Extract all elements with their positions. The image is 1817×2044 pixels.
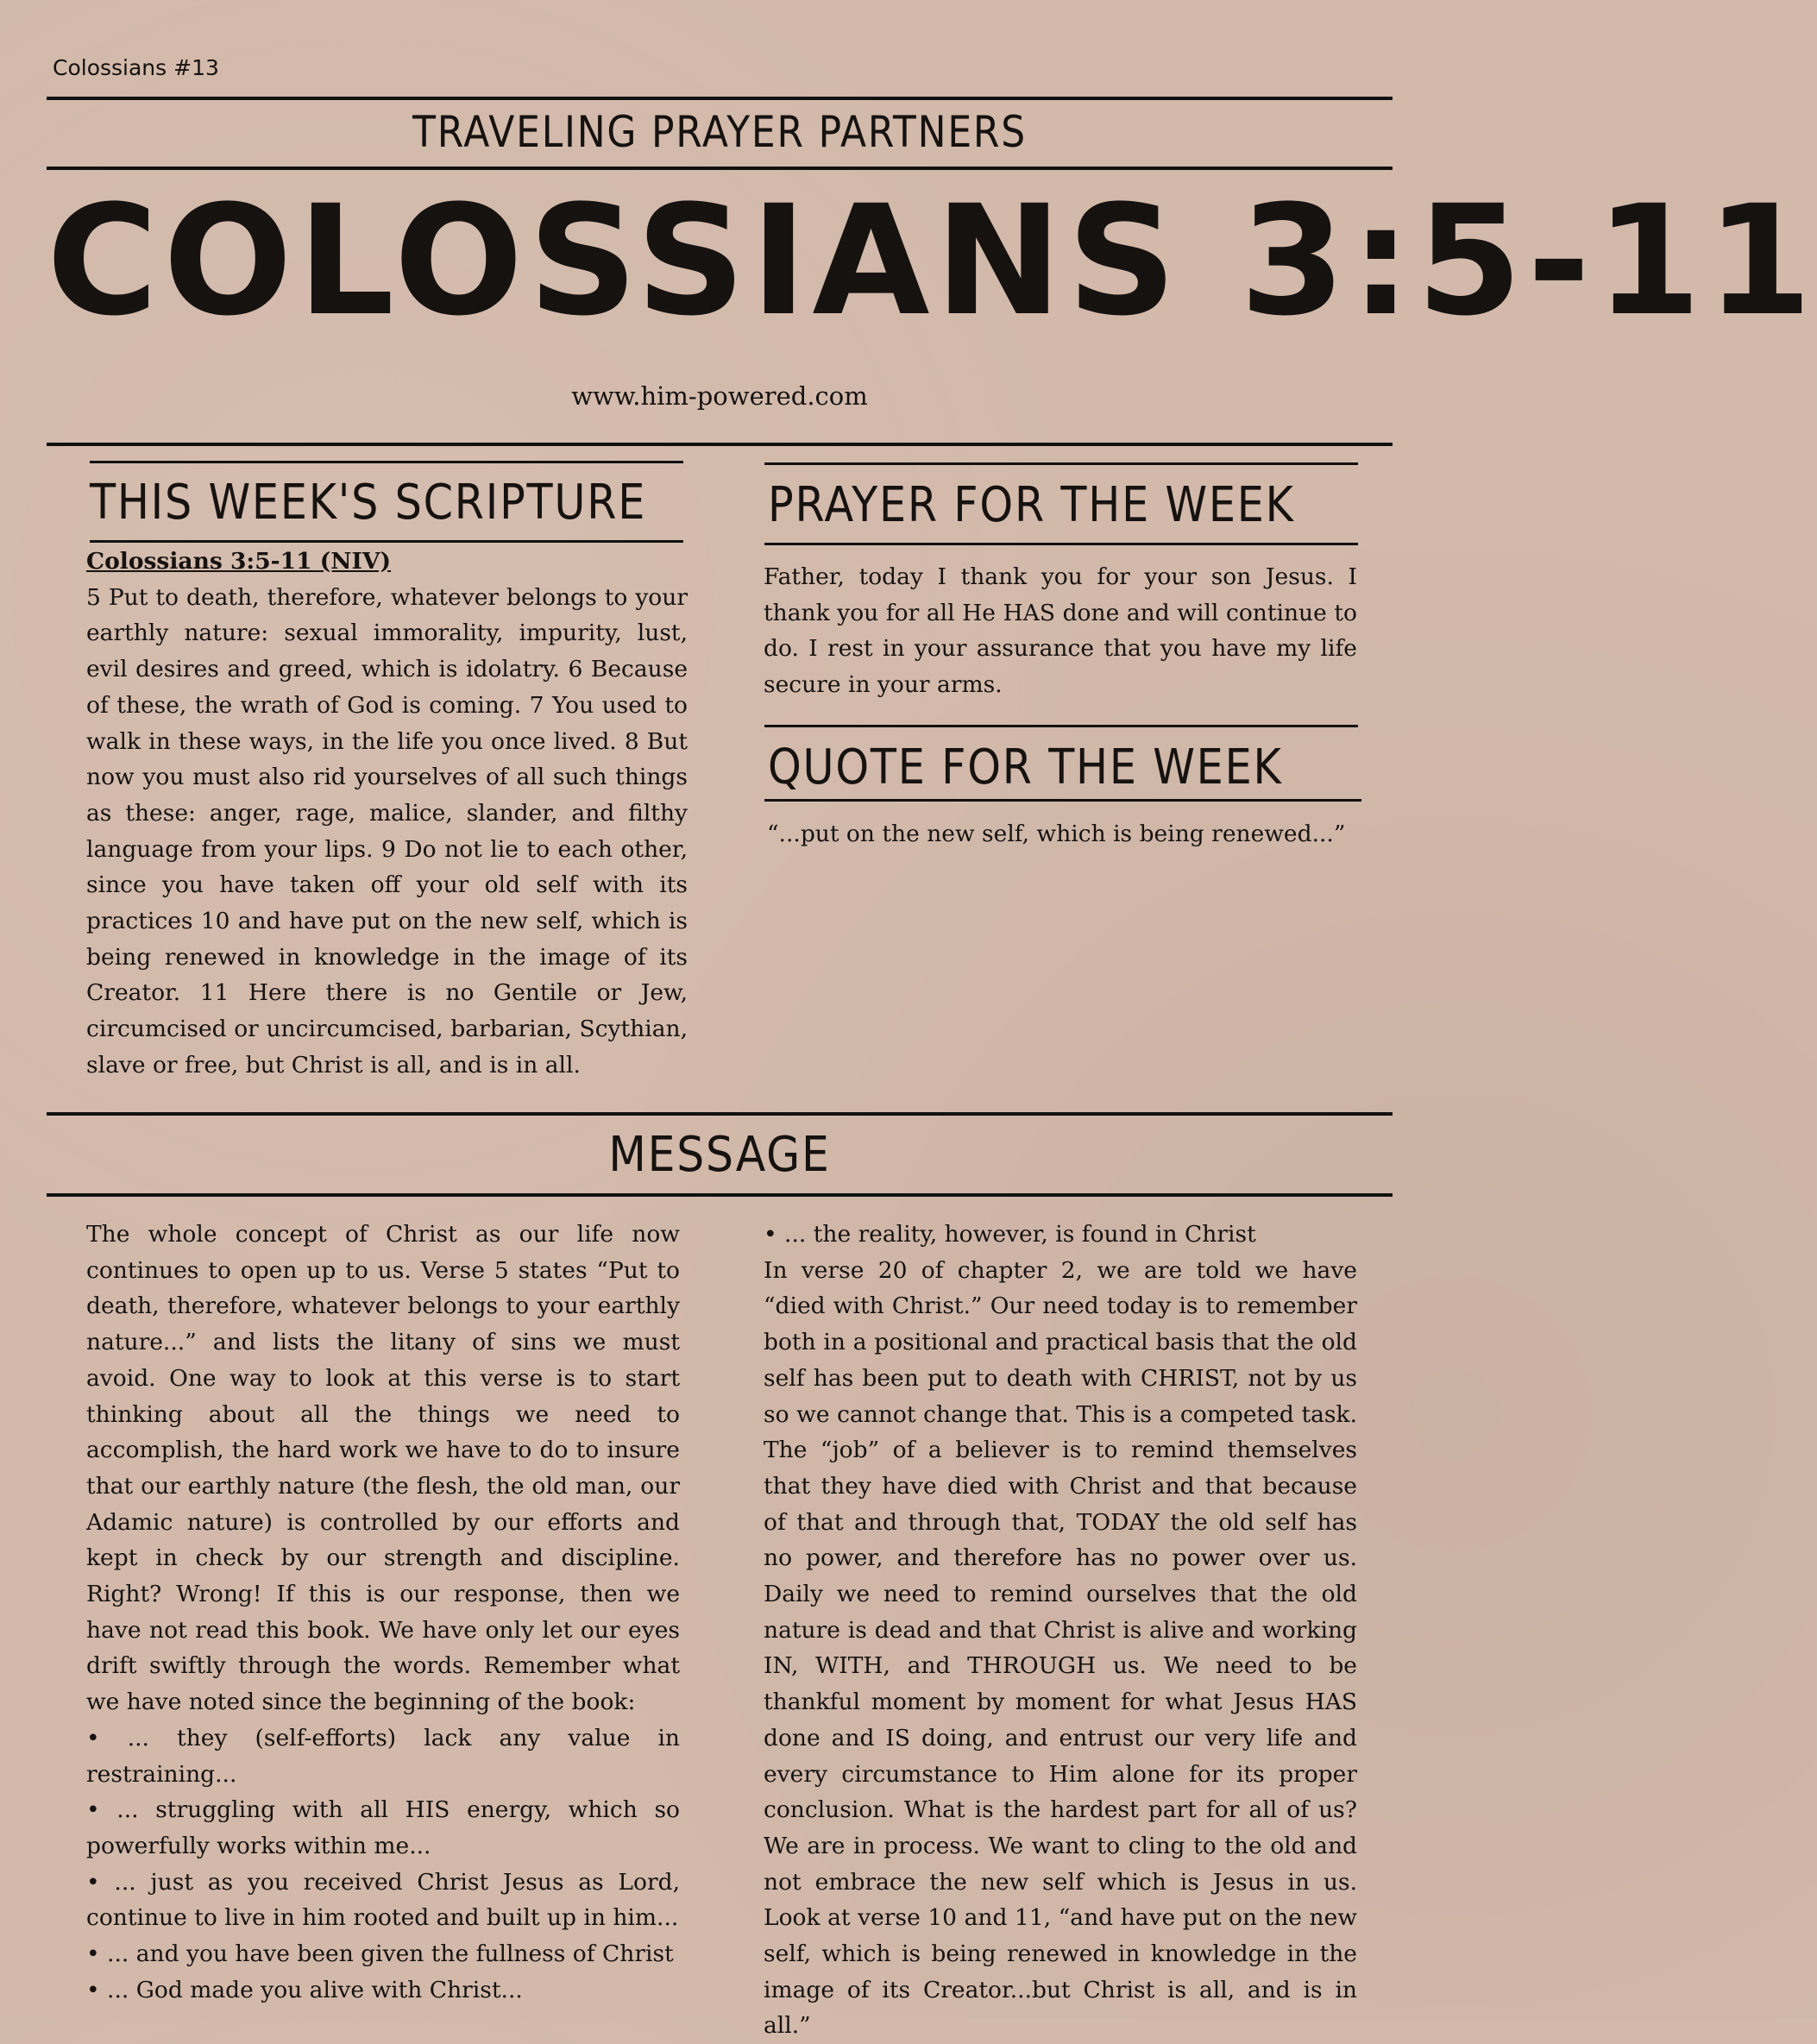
message-continuation: In verse 20 of chapter 2, we are told we have “died with Christ.” Our need today is to remember both in a positional and practical basis that the old self has been put to death with CHRIST, not by us so we cannot change that. This is a competed task. The “job” of a believer is to remind themselves that they have died with Christ and that because of that and through that, TODAY the old self has no power, and therefore has no power over us. Daily we need to remind ourselves that the old nature is dead and that Christ is alive and working IN, WITH, and THROUGH us. We need to be thankful moment by moment for what Jesus HAS done and IS doing, and entrust our very life and every circumstance to Him alone for its proper conclusion. What is the hardest part for all of us? We are in process. We want to cling to the old and not embrace the new self which is Jesus in us. Look at verse 10 and 11, “and have put on the new self, which is being renewed in knowledge in the image of its Creator...but Christ is all, and is in all.”	[764, 1256, 1357, 2040]
message-bullet: • ... just as you received Christ Jesus as Lord, continue to live in him rooted and built up in him...	[86, 1868, 680, 1932]
issue-label: Colossians #13	[53, 55, 219, 80]
prayer-heading: PRAYER FOR THE WEEK	[768, 477, 1295, 533]
scripture-text: 5 Put to death, therefore, whatever belongs to your earthly nature: sexual immorality, impurity, lust, evil desires and greed, which is idolatry. 6 Because of these, the wrath of God is coming. 7 You used to walk in these ways, in the life you once lived. 8 But now you must also rid yourselves of all such things as these: anger, rage, malice, slander, and filthy language from your lips. 9 Do not lie to each other, since you have taken off your old self with its practices 10 and have put on the new self, which is being renewed in knowledge in the image of its Creator. 11 Here there is no Gentile or Jew, circumcised or uncircumcised, barbarian, Scythian, slave or free, but Christ is all, and is in all.	[86, 583, 688, 1079]
message-bullet: • ... the reality, however, is found in Christ	[764, 1221, 1256, 1248]
scripture-reference: Colossians 3:5-11 (NIV)	[86, 548, 392, 575]
scripture-top-rule	[90, 461, 683, 463]
header-bottom-rule	[47, 443, 1393, 446]
quote-heading-rule	[764, 799, 1361, 802]
prayer-text: Father, today I thank you for your son Jesus. I thank you for all He HAS done and will continue to do. I rest in your assurance that you have my life secure in your arms.	[764, 563, 1357, 699]
series-rule	[47, 167, 1393, 170]
prayer-heading-rule	[764, 543, 1358, 545]
series-title: TRAVELING PRAYER PARTNERS	[412, 107, 1027, 157]
message-bullet: • ... they (self-efforts) lack any value in restraining...	[86, 1724, 680, 1788]
message-bullet: • ... God made you alive with Christ...	[86, 1976, 523, 2003]
message-bullet: • ... struggling with all HIS energy, which so powerfully works within me...	[86, 1796, 680, 1859]
message-top-rule	[47, 1112, 1393, 1116]
quote-heading: QUOTE FOR THE WEEK	[768, 739, 1283, 796]
message-right-column	[764, 1217, 1357, 2044]
scripture-heading: THIS WEEK'S SCRIPTURE	[90, 475, 647, 531]
message-bullet: • ... and you have been given the fullness of Christ	[86, 1940, 674, 1968]
scripture-heading-rule	[90, 540, 683, 543]
top-rule	[47, 97, 1393, 100]
message-left-column	[86, 1217, 680, 2008]
scripture-section	[86, 544, 688, 1084]
message-intro: The whole concept of Christ as our life now continues to open up to us. Verse 5 states “Put to death, therefore, whatever belongs to your earthly nature...” and lists the litany of sins we must avoid. One way to look at this verse is to start thinking about all the things we need to accomplish, the hard work we have to do to insure that our earthly nature (the flesh, the old man, our Adamic nature) is controlled by our efforts and kept in check by our strength and discipline. Right? Wrong! If this is our response, then we have not read this book. We have only let our eyes drift swiftly through the words. Remember what we have noted since the beginning of the book:	[86, 1221, 680, 1716]
prayer-top-rule	[764, 462, 1358, 465]
message-heading-rule	[47, 1193, 1393, 1197]
quote-text: “...put on the new self, which is being renewed...”	[767, 821, 1346, 847]
message-heading: MESSAGE	[608, 1127, 831, 1183]
website-link[interactable]: www.him-powered.com	[571, 381, 868, 411]
page-title: COLOSSIANS 3:5-11	[47, 173, 1817, 349]
quote-top-rule	[764, 725, 1358, 727]
